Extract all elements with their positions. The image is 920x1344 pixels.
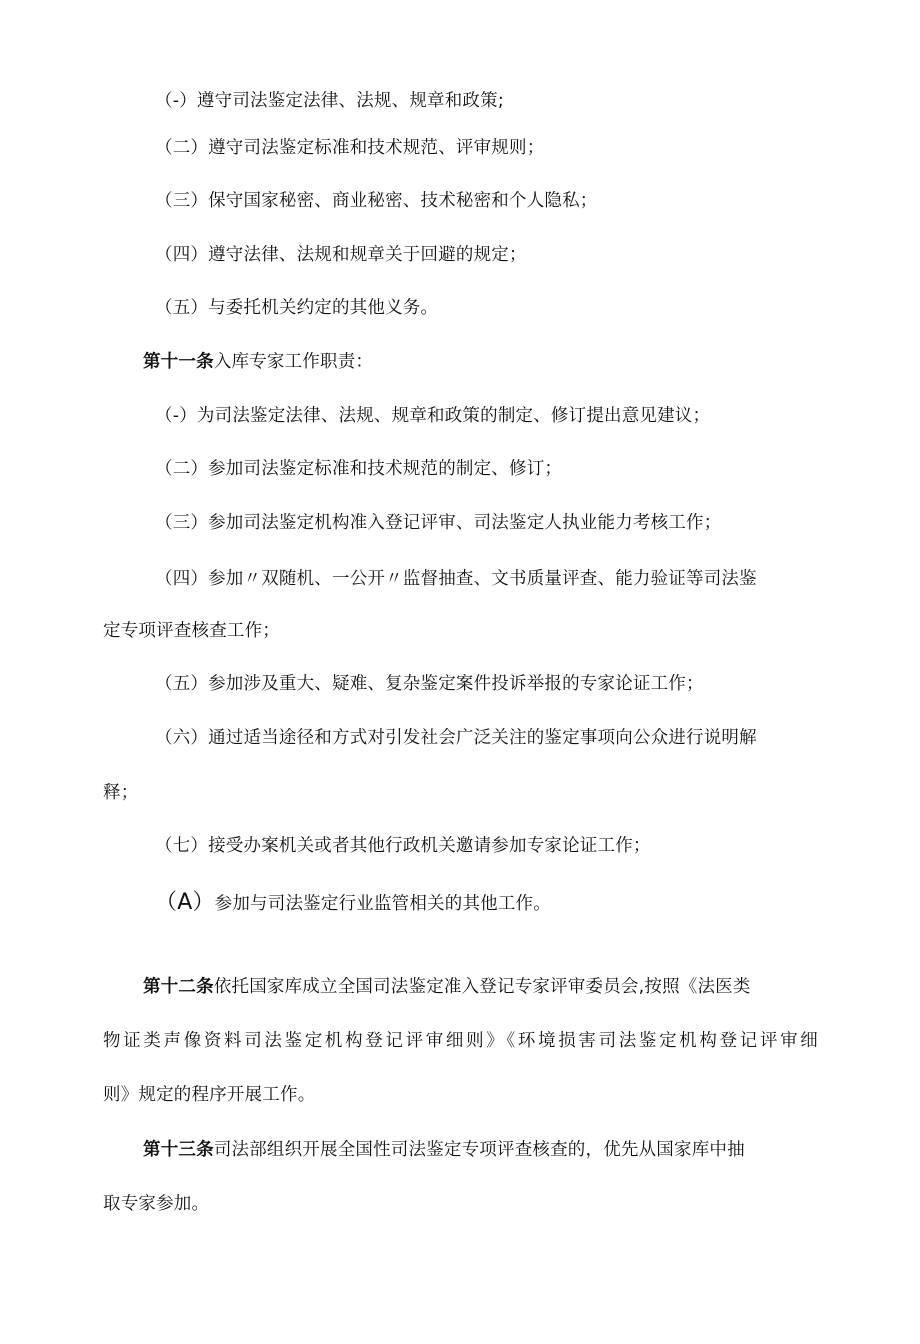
duty-item-5: （五）与委托机关约定的其他义务。 [155,298,439,318]
article-11-item-8 [155,891,551,916]
article-13-line-2: 取专家参加。 [103,1194,210,1214]
duty-item-1: （-）遵守司法鉴定法律、法规、规章和政策; [155,91,504,111]
article-11-heading: 第十一条 [143,352,214,372]
article-11-item-7: （七）接受办案机关或者其他行政机关邀请参加专家论证工作； [155,836,651,856]
article-11-item-3: （三）参加司法鉴定机构准入登记评审、司法鉴定人执业能力考核工作； [155,513,722,533]
article-11-item-5: （五）参加涉及重大、疑难、复杂鉴定案件投诉举报的专家论证工作； [155,674,704,694]
article-11-item-8-marker: （A） [155,890,215,915]
article-11-item-6-line-2: 释； [103,783,139,803]
article-13-text-1: 司法部组织开展全国性司法鉴定专项评查核查的，优先从国家库中抽 [213,1140,745,1160]
article-13-line-1 [143,1138,745,1162]
article-13-heading: 第十三条 [143,1140,214,1160]
article-12-line-1 [143,975,751,999]
article-11-item-2: （二）参加司法鉴定标准和技术规范的制定、修订； [155,459,563,479]
article-11-item-4-line-2: 定专项评查核查工作； [103,621,280,641]
article-11-item-1: （-）为司法鉴定法律、法规、规章和政策的制定、修订提出意见建议； [155,406,711,426]
duty-item-2: （二）遵守司法鉴定标准和技术规范、评审规则； [155,138,545,158]
article-11-intro: 入库专家工作职责： [213,352,374,372]
article-12-heading: 第十二条 [143,977,214,997]
article-12-text-1: 依托国家库成立全国司法鉴定准入登记专家评审委员会,按照《法医类 [213,977,751,997]
article-11-item-6-line-1: （六）通过适当途径和方式对引发社会广泛关注的鉴定事项向公众进行说明解 [155,728,757,748]
duty-item-3: （三）保守国家秘密、商业秘密、技术秘密和个人隐私； [155,191,598,211]
article-12-line-3: 则》规定的程序开展工作。 [103,1085,316,1105]
duty-item-4: （四）遵守法律、法规和规章关于回避的规定； [155,245,527,265]
article-11-item-8-text: 参加与司法鉴定行业监管相关的其他工作。 [214,894,551,914]
article-12-line-2: 物证类声像资料司法鉴定机构登记评审细则》《环境损害司法鉴定机构登记评审细 [103,1031,818,1051]
article-11-item-4-line-1: （四）参加〃双随机、一公开〃监督抽查、文书质量评查、能力验证等司法鉴 [155,569,757,589]
article-11-intro-line [143,350,373,374]
